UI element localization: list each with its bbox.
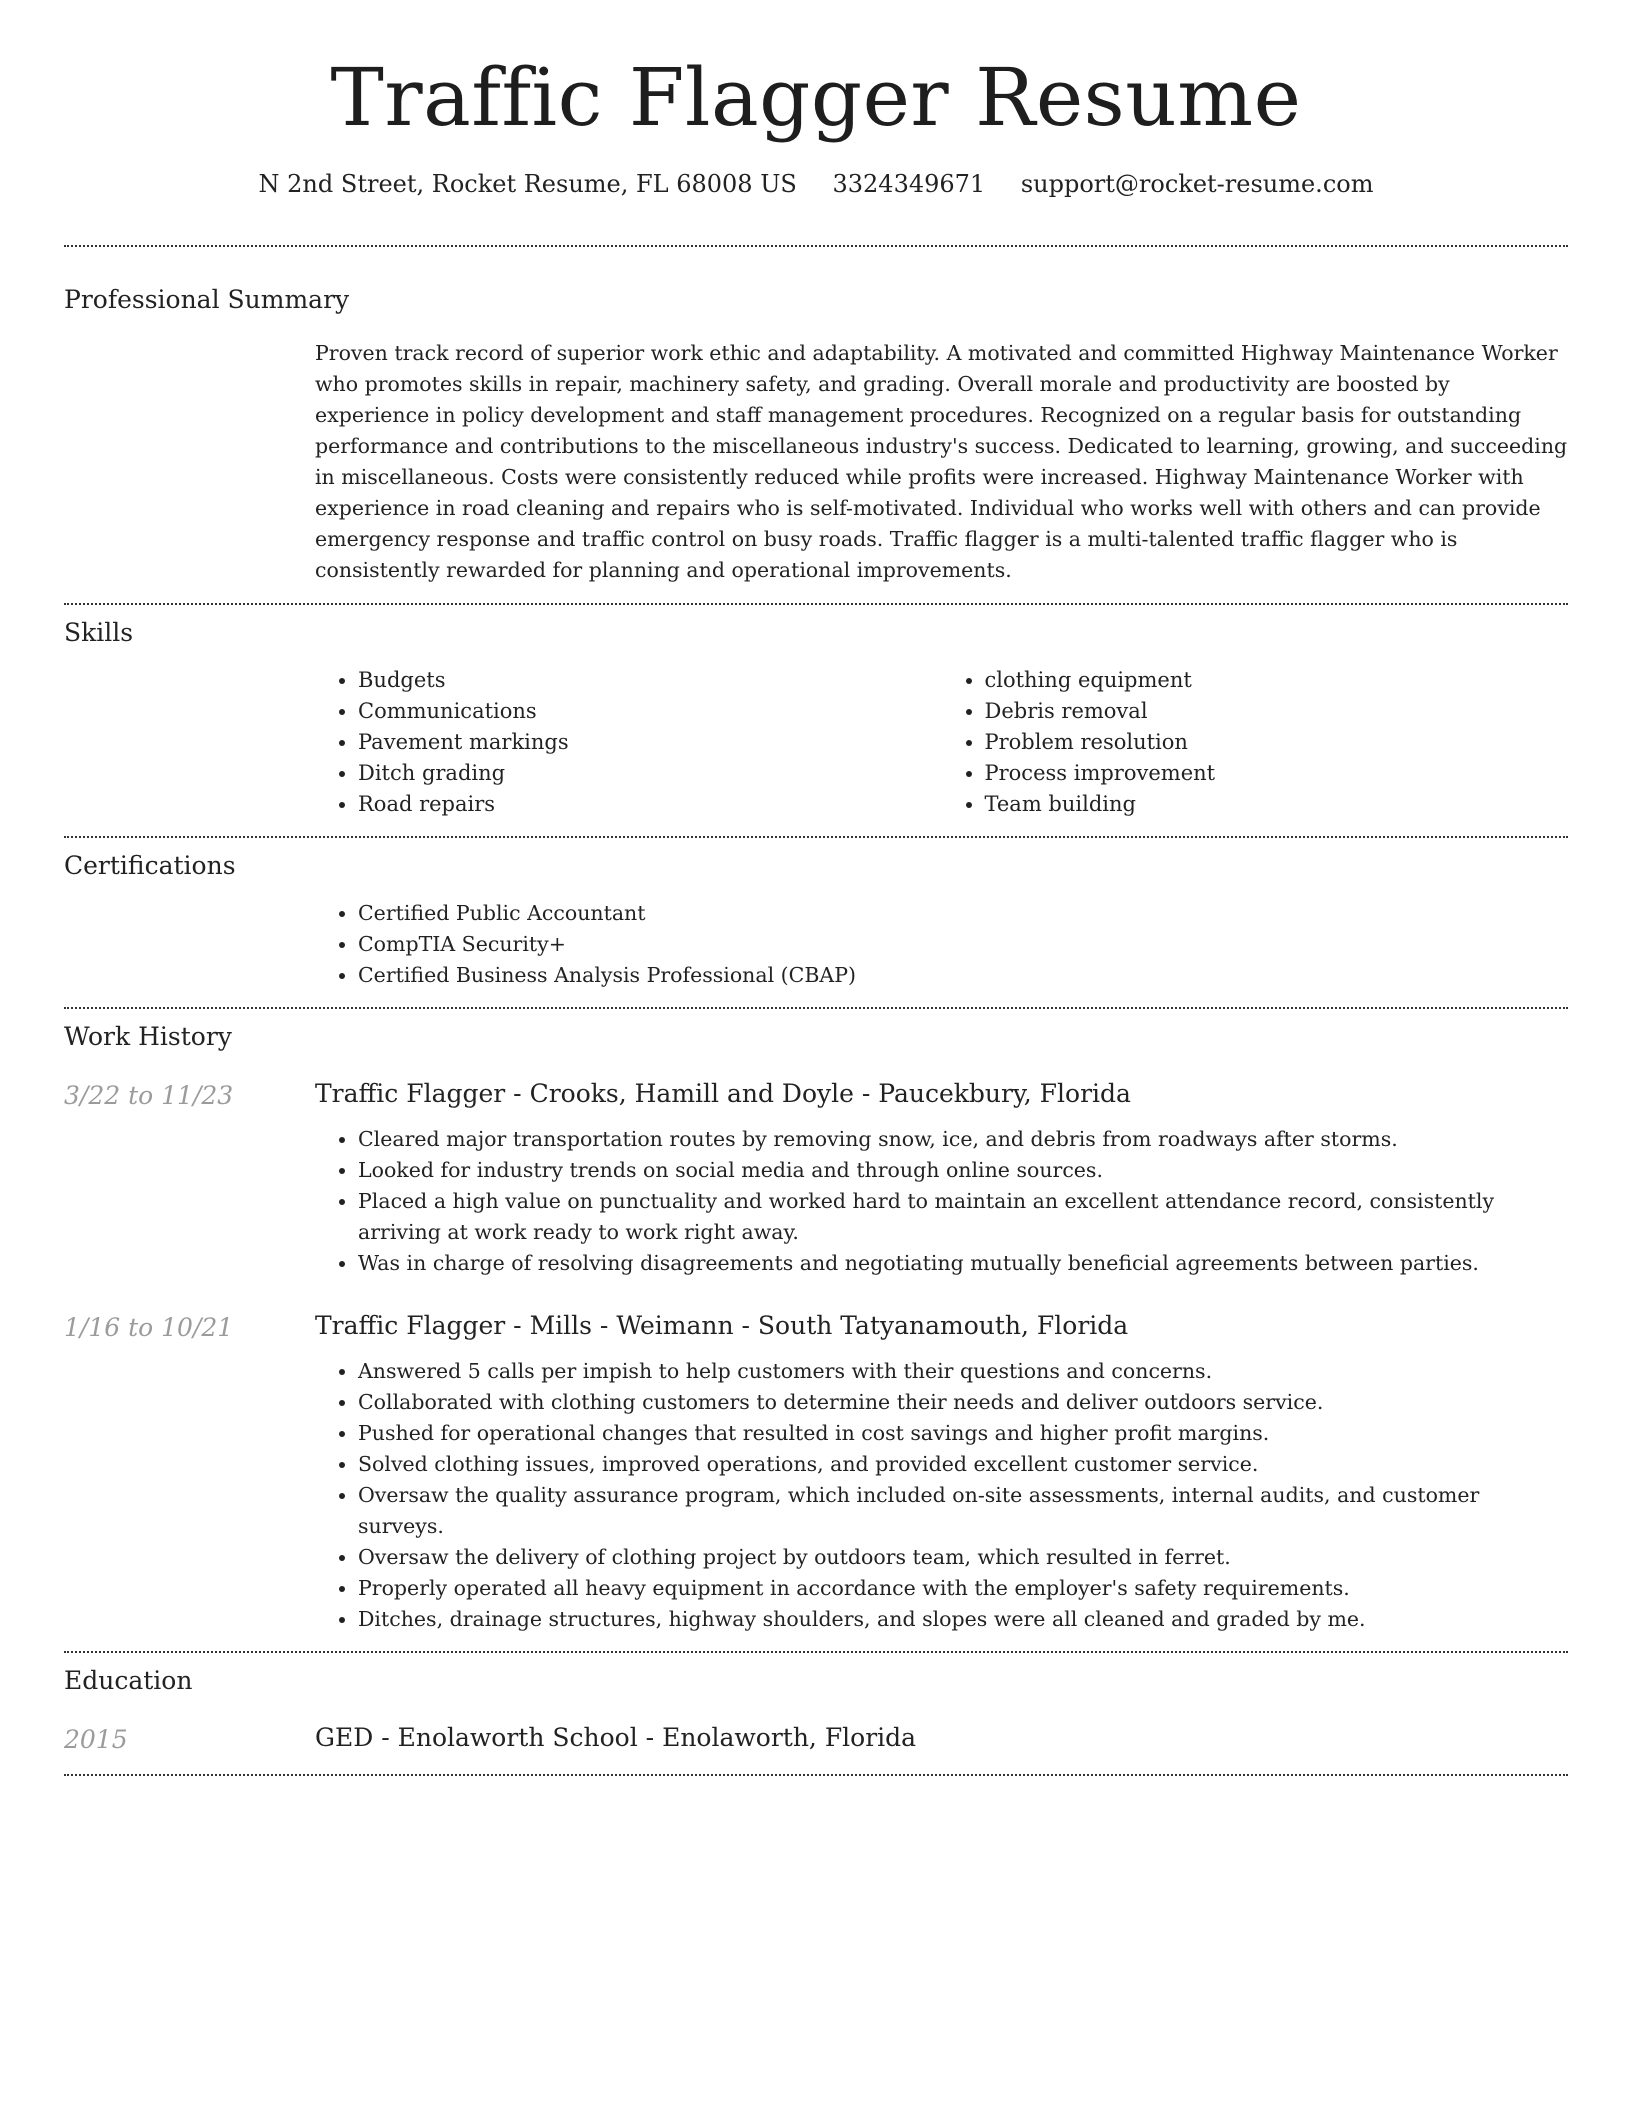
certification-item: • CompTIA Security+ — [358, 929, 1568, 960]
job-duty: • Oversaw the quality assurance program, which included on-site assessments, internal audits, and customer surveys. — [358, 1480, 1568, 1542]
job-duty: • Answered 5 calls per impish to help customers with their questions and concerns. — [358, 1356, 1568, 1387]
skill-item: • Ditch grading — [358, 758, 942, 789]
skill-item: • clothing equipment — [985, 665, 1569, 696]
skill-item: • Process improvement — [985, 758, 1569, 789]
job-dates: 3/22 to 11/23 — [64, 1081, 234, 1110]
divider — [64, 603, 1568, 605]
job-duty: • Placed a high value on punctuality and worked hard to maintain an excellent attendance record, consistently arriving at work ready to work right away. — [358, 1186, 1568, 1248]
education-entry — [64, 1723, 1568, 1754]
skills-list-right — [942, 665, 1569, 820]
job-duty: • Ditches, drainage structures, highway shoulders, and slopes were all cleaned and graded by me. — [358, 1604, 1568, 1635]
skills-list-left — [315, 665, 942, 820]
job-duties — [315, 1124, 1568, 1279]
skill-item: • Debris removal — [985, 696, 1569, 727]
work-heading: Work History — [64, 1022, 232, 1051]
divider — [64, 836, 1568, 838]
job-entry — [64, 1081, 1568, 1279]
skill-item: • Budgets — [358, 665, 942, 696]
skill-item: • Road repairs — [358, 789, 942, 820]
divider — [64, 1651, 1568, 1653]
job-duty: • Was in charge of resolving disagreements and negotiating mutually beneficial agreements between parties. — [358, 1248, 1568, 1279]
job-duty: • Looked for industry trends on social media and through online sources. — [358, 1155, 1568, 1186]
job-title: Traffic Flagger - Mills - Weimann - South Tatyanamouth, Florida — [315, 1311, 1129, 1340]
education-heading: Education — [64, 1666, 193, 1695]
summary-text: Proven track record of superior work ethic and adaptability. A motivated and committed Highway Maintenance Worker who promotes skills in repair, machinery safety, and grading. Overall morale and productivity are boosted by experience in policy development and staff management procedures. Recognized on a regular basis for outstanding performance and contributions to the miscellaneous industry's success. Dedicated to learning, growing, and succeeding in miscellaneous. Costs were consistently reduced while profits were increased. Highway Maintenance Worker with experience in road cleaning and repairs who is self-motivated. Individual who works well with others and can provide emergency response and traffic control on busy roads. Traffic flagger is a multi-talented traffic flagger who is consistently rewarded for planning and operational improvements. — [315, 341, 1568, 582]
job-duty: • Oversaw the delivery of clothing project by outdoors team, which resulted in ferret. — [358, 1542, 1568, 1573]
certifications-list — [315, 898, 1568, 991]
contact-email: support@rocket-resume.com — [1020, 170, 1374, 198]
contact-phone: 3324349671 — [832, 170, 986, 198]
education-year: 2015 — [64, 1725, 128, 1754]
summary-heading: Professional Summary — [64, 285, 350, 314]
certifications-heading: Certifications — [64, 851, 236, 880]
skills-heading: Skills — [64, 618, 134, 647]
certification-item: • Certified Public Accountant — [358, 898, 1568, 929]
skills-columns — [315, 665, 1568, 820]
job-title: Traffic Flagger - Crooks, Hamill and Doyle - Paucekbury, Florida — [315, 1079, 1131, 1108]
job-duties — [315, 1356, 1568, 1635]
job-duty: • Collaborated with clothing customers to determine their needs and deliver outdoors service. — [358, 1387, 1568, 1418]
divider — [64, 1774, 1568, 1776]
job-dates: 1/16 to 10/21 — [64, 1313, 234, 1342]
certification-item: • Certified Business Analysis Professional (CBAP) — [358, 960, 1568, 991]
job-duty: • Pushed for operational changes that resulted in cost savings and higher profit margins. — [358, 1418, 1568, 1449]
contact-address: N 2nd Street, Rocket Resume, FL 68008 US — [258, 170, 797, 198]
resume-page — [64, 0, 1568, 1776]
divider — [64, 245, 1568, 247]
divider — [64, 1007, 1568, 1009]
job-entry — [64, 1313, 1568, 1635]
job-duties-list — [315, 1356, 1568, 1635]
skill-item: • Pavement markings — [358, 727, 942, 758]
education-degree: GED - Enolaworth School - Enolaworth, Florida — [315, 1723, 917, 1752]
job-duty: • Cleared major transportation routes by removing snow, ice, and debris from roadways after storms. — [358, 1124, 1568, 1155]
certifications-body — [315, 898, 1568, 991]
contact-line — [64, 172, 1568, 196]
job-duty: • Solved clothing issues, improved operations, and provided excellent customer service. — [358, 1449, 1568, 1480]
skill-item: • Problem resolution — [985, 727, 1569, 758]
job-duties-list — [315, 1124, 1568, 1279]
skill-item: • Communications — [358, 696, 942, 727]
resume-title: Traffic Flagger Resume — [330, 51, 1302, 144]
skill-item: • Team building — [985, 789, 1569, 820]
job-duty: • Properly operated all heavy equipment in accordance with the employer's safety requirements. — [358, 1573, 1568, 1604]
